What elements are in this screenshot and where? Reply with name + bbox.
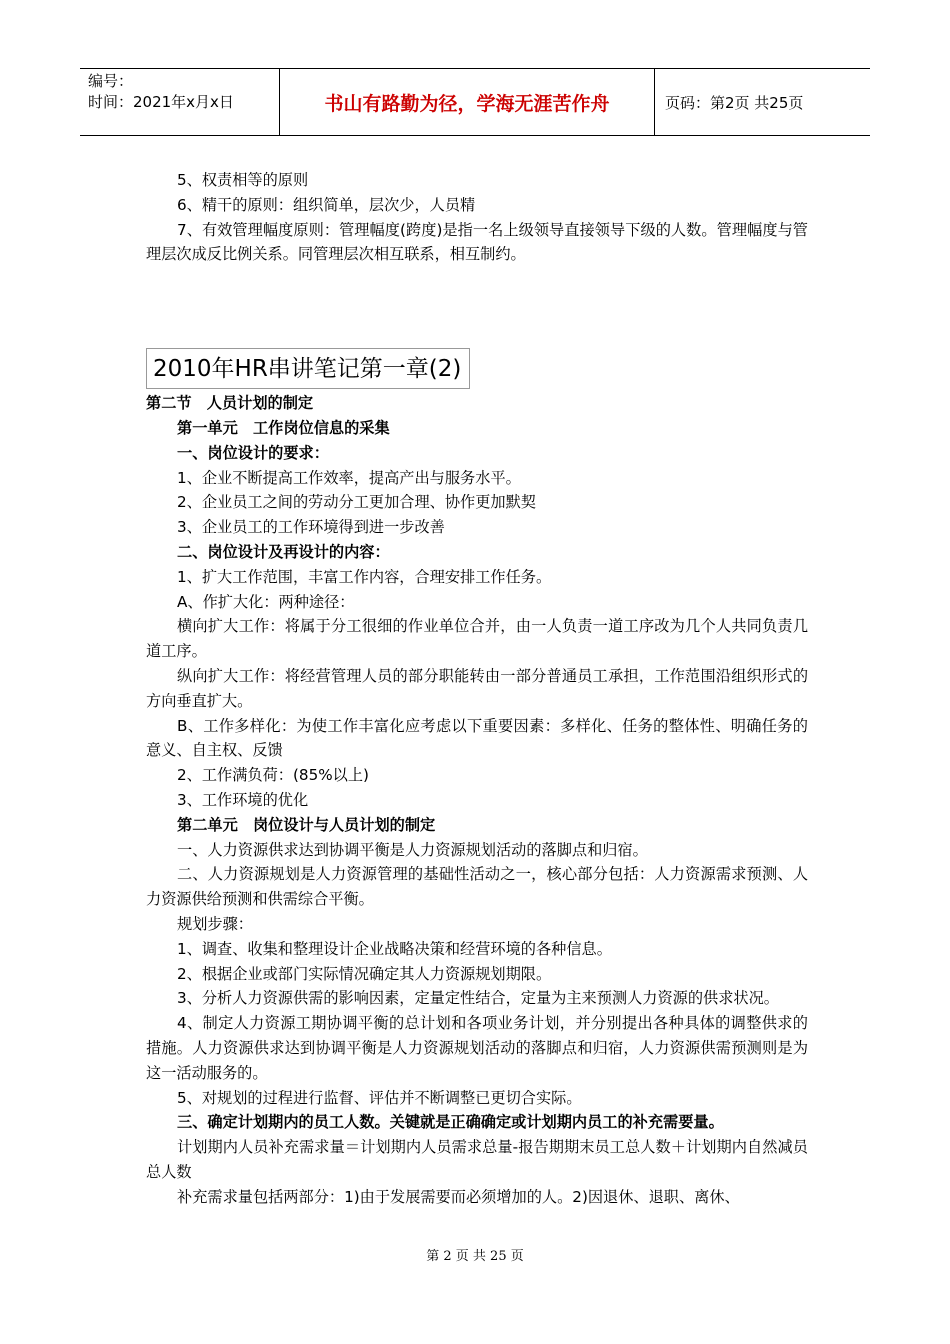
page-footer: 第 2 页 共 25 页 xyxy=(426,1249,524,1264)
heading-line: 一、岗位设计的要求： xyxy=(177,443,329,462)
paragraph: 2、工作满负荷：(85%以上) xyxy=(177,766,369,785)
date-label: 时间：2021年x月x日 xyxy=(88,93,234,111)
content-list xyxy=(146,416,808,1210)
paragraph: 纵向扩大工作：将经营管理人员的部分职能转由一部分普通员工承担，工作范围沿组织形式的方向垂直扩大。 xyxy=(146,666,808,710)
header-motto: 书山有路勤为径，学海无涯苦作舟 xyxy=(280,69,655,135)
paragraph: 2、企业员工之间的劳动分工更加合理、协作更加默契 xyxy=(177,493,536,512)
document-body xyxy=(146,168,808,1209)
paragraph: 横向扩大工作：将属于分工很细的作业单位合并，由一人负责一道工序改为几个人共同负责几道工序。 xyxy=(146,617,808,661)
number-label: 编号： xyxy=(88,72,134,90)
paragraph: 3、分析人力资源供需的影响因素，定量定性结合，定量为主来预测人力资源的供求状况。 xyxy=(177,989,779,1008)
paragraph: A、作扩大化：两种途径： xyxy=(177,592,355,611)
paragraph: 规划步骤： xyxy=(177,914,253,933)
paragraph: 2、根据企业或部门实际情况确定其人力资源规划期限。 xyxy=(177,964,552,983)
paragraph: 一、人力资源供求达到协调平衡是人力资源规划活动的落脚点和归宿。 xyxy=(177,840,648,859)
paragraph: 4、制定人力资源工期协调平衡的总计划和各项业务计划，并分别提出各种具体的调整供求的措施。人力资源供求达到协调平衡是人力资源规划活动的落脚点和归宿，人力资源供需预测则是为这一活动服务的。 xyxy=(146,1014,808,1082)
paragraph: 二、人力资源规划是人力资源管理的基础性活动之一，核心部分包括：人力资源需求预测、人力资源供给预测和供需综合平衡。 xyxy=(146,865,808,909)
document-title: 2010年HR串讲笔记第一章(2) xyxy=(146,348,470,389)
paragraph: 3、工作环境的优化 xyxy=(177,790,309,809)
paragraph: 计划期内人员补充需求量＝计划期内人员需求总量-报告期期末员工总人数＋计划期内自然减员总人数 xyxy=(146,1138,808,1181)
header-meta xyxy=(80,69,280,135)
page-header xyxy=(80,68,870,136)
paragraph: 7、有效管理幅度原则：管理幅度(跨度)是指一名上级领导直接领导下级的人数。管理幅度与管理层次成反比例关系。同管理层次相互联系，相互制约。 xyxy=(146,220,808,264)
heading-line: 二、岗位设计及再设计的内容： xyxy=(177,542,390,561)
paragraph: 6、精干的原则：组织简单，层次少，人员精 xyxy=(177,195,476,214)
paragraph: 5、对规划的过程进行监督、评估并不断调整已更切合实际。 xyxy=(177,1088,582,1107)
heading-line: 第二单元 岗位设计与人员计划的制定 xyxy=(177,815,436,834)
paragraph: 5、权责相等的原则 xyxy=(177,171,309,189)
paragraph: 1、企业不断提高工作效率，提高产出与服务水平。 xyxy=(177,468,521,487)
spacer xyxy=(146,267,808,348)
paragraph: 3、企业员工的工作环境得到进一步改善 xyxy=(177,518,445,537)
paragraph: 1、扩大工作范围，丰富工作内容，合理安排工作任务。 xyxy=(177,567,552,586)
paragraph: 补充需求量包括两部分：1)由于发展需要而必须增加的人。2)因退休、退职、离休、 xyxy=(177,1187,740,1206)
paragraph: 1、调查、收集和整理设计企业战略决策和经营环境的各种信息。 xyxy=(177,939,612,958)
header-page-info: 页码：第2页 共25页 xyxy=(665,93,804,112)
heading-line: 三、确定计划期内的员工人数。关键就是正确确定或计划期内员工的补充需要量。 xyxy=(177,1113,724,1132)
heading-line: 第一单元 工作岗位信息的采集 xyxy=(177,418,390,437)
section-heading: 第二节 人员计划的制定 xyxy=(146,394,314,413)
paragraph: B、工作多样化：为使工作丰富化应考虑以下重要因素：多样化、任务的整体性、明确任务的意义、自主权、反馈 xyxy=(146,716,808,760)
